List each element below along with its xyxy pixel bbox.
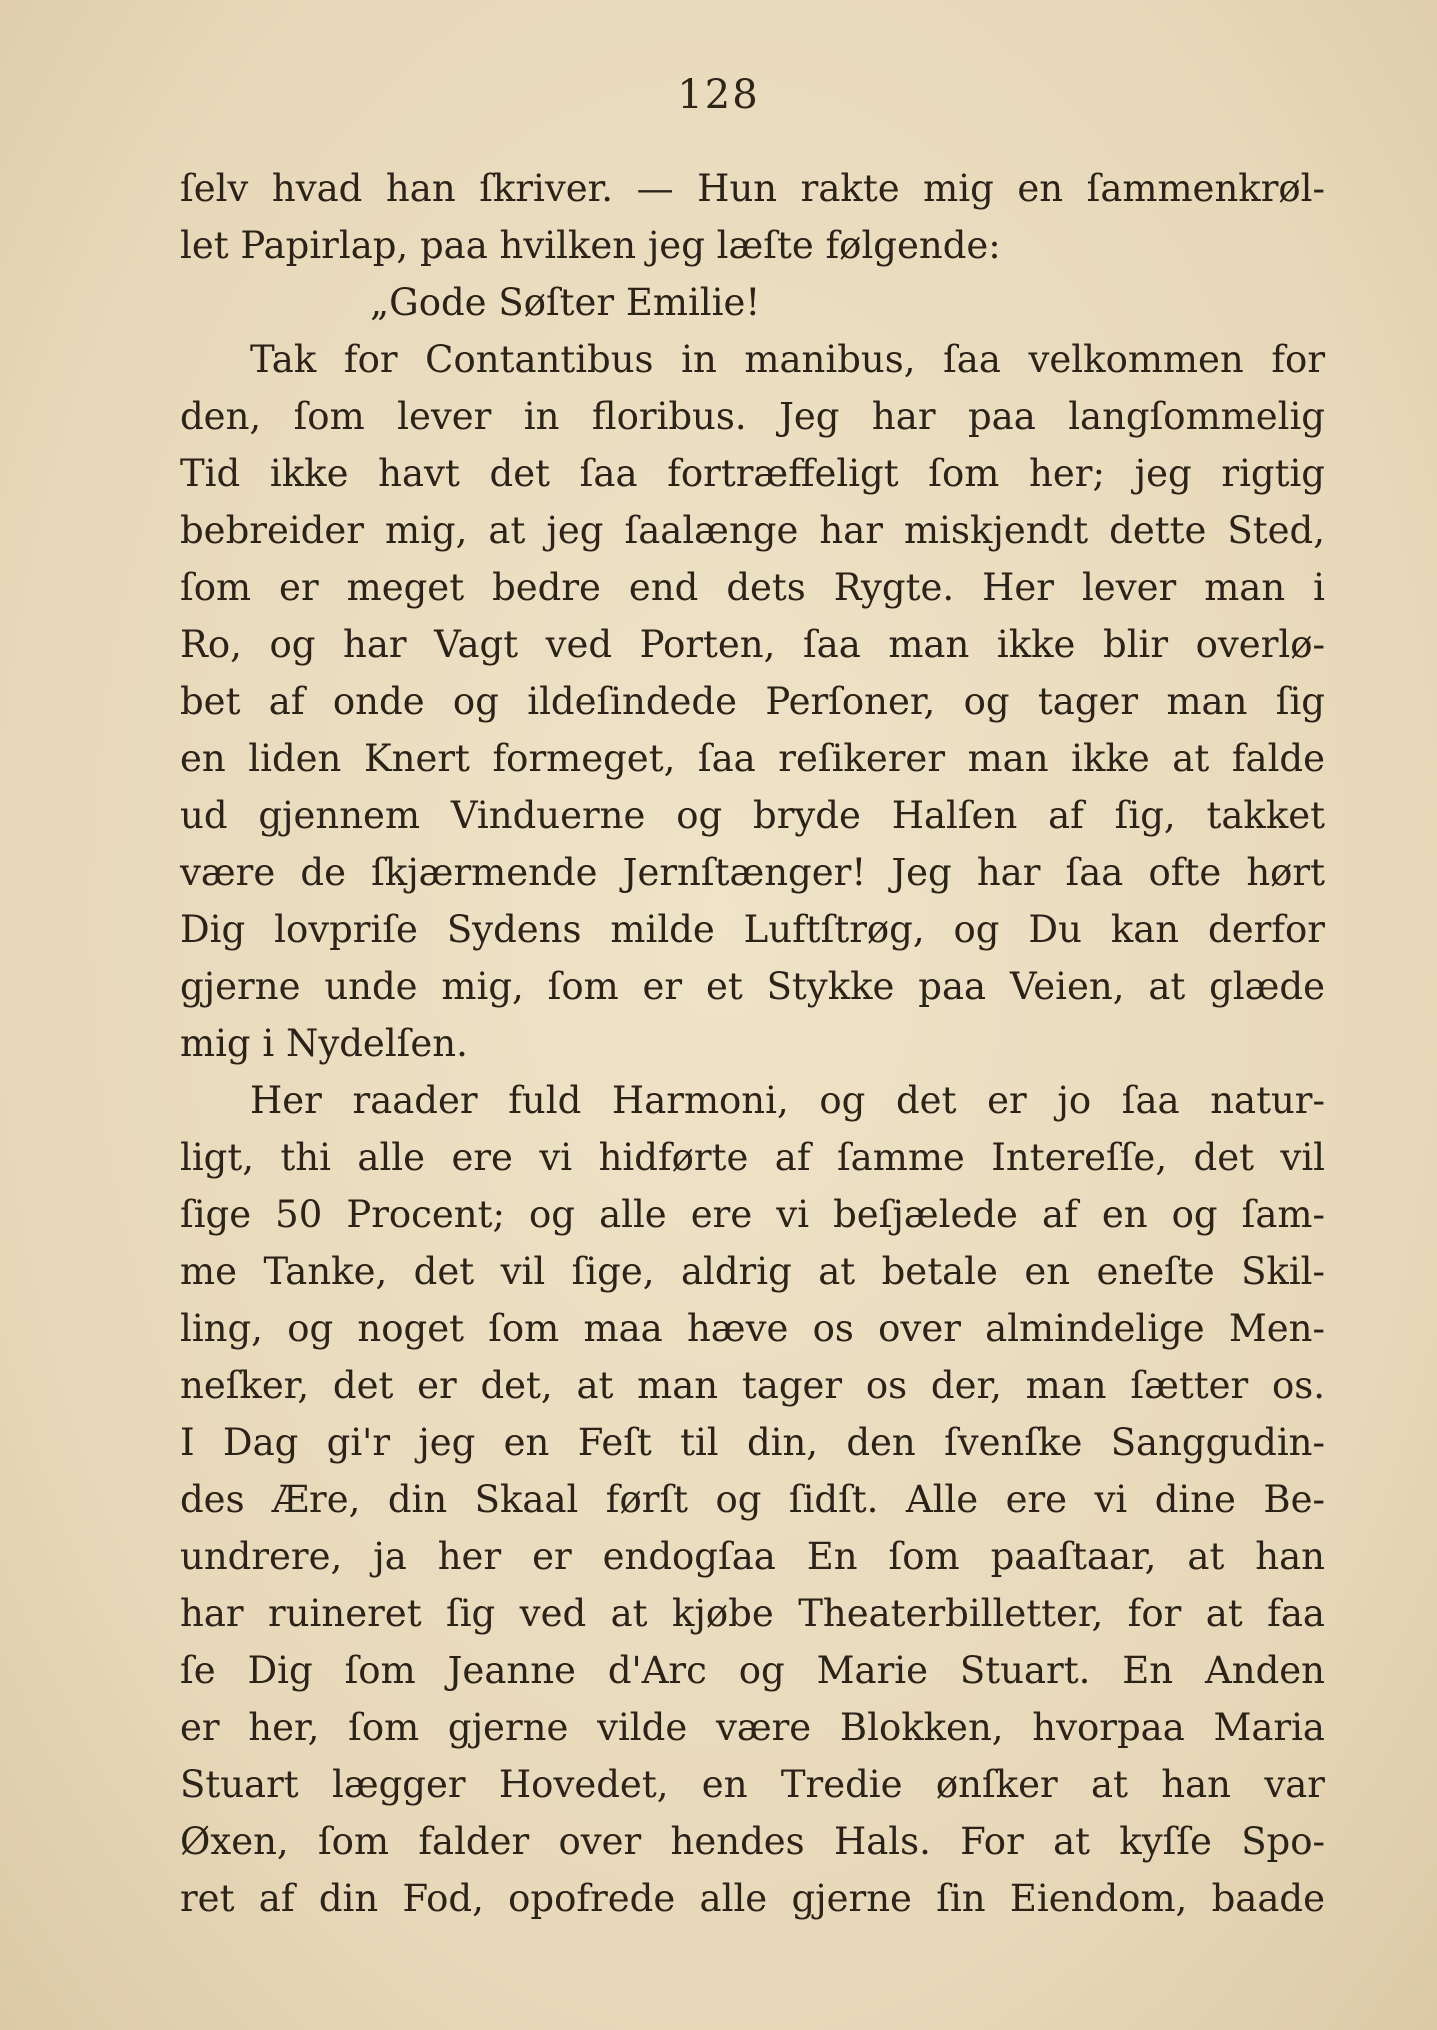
text-line-content: gjerne unde mig, ſom er et Stykke paa Veien, at glæde (180, 965, 1325, 1008)
text-line (180, 1585, 1325, 1642)
text-line (180, 901, 1325, 958)
text-line (180, 1357, 1325, 1414)
text-line-content: bet af onde og ildeſindede Perſoner, og tager man ſig (180, 680, 1325, 723)
page-number: 128 (677, 72, 760, 118)
text-line-content: ſom er meget bedre end dets Rygte. Her lever man i (180, 566, 1325, 609)
text-line (180, 160, 1325, 217)
text-line (180, 1699, 1325, 1756)
text-line (180, 1186, 1325, 1243)
text-line-content: bebreider mig, at jeg ſaalænge har miskjendt dette Sted, (180, 509, 1325, 552)
text-line-content: des Ære, din Skaal førſt og ſidſt. Alle ere vi dine Be- (180, 1478, 1325, 1521)
text-line-content: mig i Nydelſen. (180, 1022, 468, 1065)
text-line (180, 673, 1325, 730)
text-line (180, 1414, 1325, 1471)
text-line (180, 331, 1325, 388)
text-line (180, 1528, 1325, 1585)
text-line-content: let Papirlap, paa hvilken jeg læſte følgende: (180, 224, 1001, 267)
text-line (180, 1072, 1325, 1129)
text-line (180, 616, 1325, 673)
text-line-content: neſker, det er det, at man tager os der, man ſætter os. (180, 1364, 1325, 1407)
text-line-content: Øxen, ſom falder over hendes Hals. For at kyſſe Spo- (180, 1820, 1325, 1863)
text-line (180, 1756, 1325, 1813)
text-line (180, 1243, 1325, 1300)
text-line (180, 274, 1325, 331)
text-line-content: Tid ikke havt det ſaa fortræffeligt ſom her; jeg rigtig (180, 452, 1325, 495)
text-line (180, 1471, 1325, 1528)
text-line (180, 217, 1325, 274)
body-text (180, 160, 1325, 1927)
text-line-content: ling, og noget ſom maa hæve os over almindelige Men- (180, 1307, 1325, 1350)
text-line (180, 844, 1325, 901)
text-line-content: ſige 50 Procent; og alle ere vi beſjælede af en og ſam- (180, 1193, 1325, 1236)
text-line-content: undrere, ja her er endogſaa En ſom paaſtaar, at han (180, 1535, 1325, 1578)
text-line-content: ſe Dig ſom Jeanne d'Arc og Marie Stuart. En Anden (180, 1649, 1325, 1692)
text-line (180, 1015, 1325, 1072)
text-line-content: ſelv hvad han ſkriver. — Hun rakte mig en ſammenkrøl- (180, 167, 1325, 210)
text-line-content: Dig lovpriſe Sydens milde Luftſtrøg, og Du kan derfor (180, 908, 1325, 951)
text-line (180, 1813, 1325, 1870)
text-line-content: en liden Knert formeget, ſaa reſikerer man ikke at falde (180, 737, 1325, 780)
text-line-content: har ruineret ſig ved at kjøbe Theaterbilletter, for at faa (180, 1592, 1325, 1635)
text-line-content: ret af din Fod, opofrede alle gjerne ſin Eiendom, baade (180, 1877, 1325, 1920)
text-line-content: ligt, thi alle ere vi hidførte af ſamme Intereſſe, det vil (180, 1136, 1325, 1179)
text-line (180, 1870, 1325, 1927)
text-line-content: Her raader fuld Harmoni, og det er jo ſaa natur- (250, 1079, 1325, 1122)
text-line-content: Tak for Contantibus in manibus, ſaa velkommen for (250, 338, 1325, 381)
text-line (180, 559, 1325, 616)
text-line (180, 1129, 1325, 1186)
text-line-content: den, ſom lever in floribus. Jeg har paa langſommelig (180, 395, 1325, 438)
text-line-content: være de ſkjærmende Jernſtænger! Jeg har ſaa ofte hørt (180, 851, 1325, 894)
text-line-content: ud gjennem Vinduerne og bryde Halſen af ſig, takket (180, 794, 1325, 837)
text-line-content: Ro, og har Vagt ved Porten, ſaa man ikke blir overlø- (180, 623, 1325, 666)
text-line (180, 502, 1325, 559)
text-line-content: Stuart lægger Hovedet, en Tredie ønſker at han var (180, 1763, 1325, 1806)
text-line (180, 730, 1325, 787)
text-line-content: „Gode Søſter Emilie! (370, 281, 761, 324)
text-line (180, 445, 1325, 502)
text-line (180, 1642, 1325, 1699)
text-line-content: me Tanke, det vil ſige, aldrig at betale en eneſte Skil- (180, 1250, 1325, 1293)
text-line (180, 1300, 1325, 1357)
text-line (180, 388, 1325, 445)
text-line (180, 787, 1325, 844)
text-line (180, 958, 1325, 1015)
text-line-content: I Dag gi'r jeg en Feſt til din, den ſvenſke Sanggudin- (180, 1421, 1325, 1464)
text-line-content: er her, ſom gjerne vilde være Blokken, hvorpaa Maria (180, 1706, 1325, 1749)
